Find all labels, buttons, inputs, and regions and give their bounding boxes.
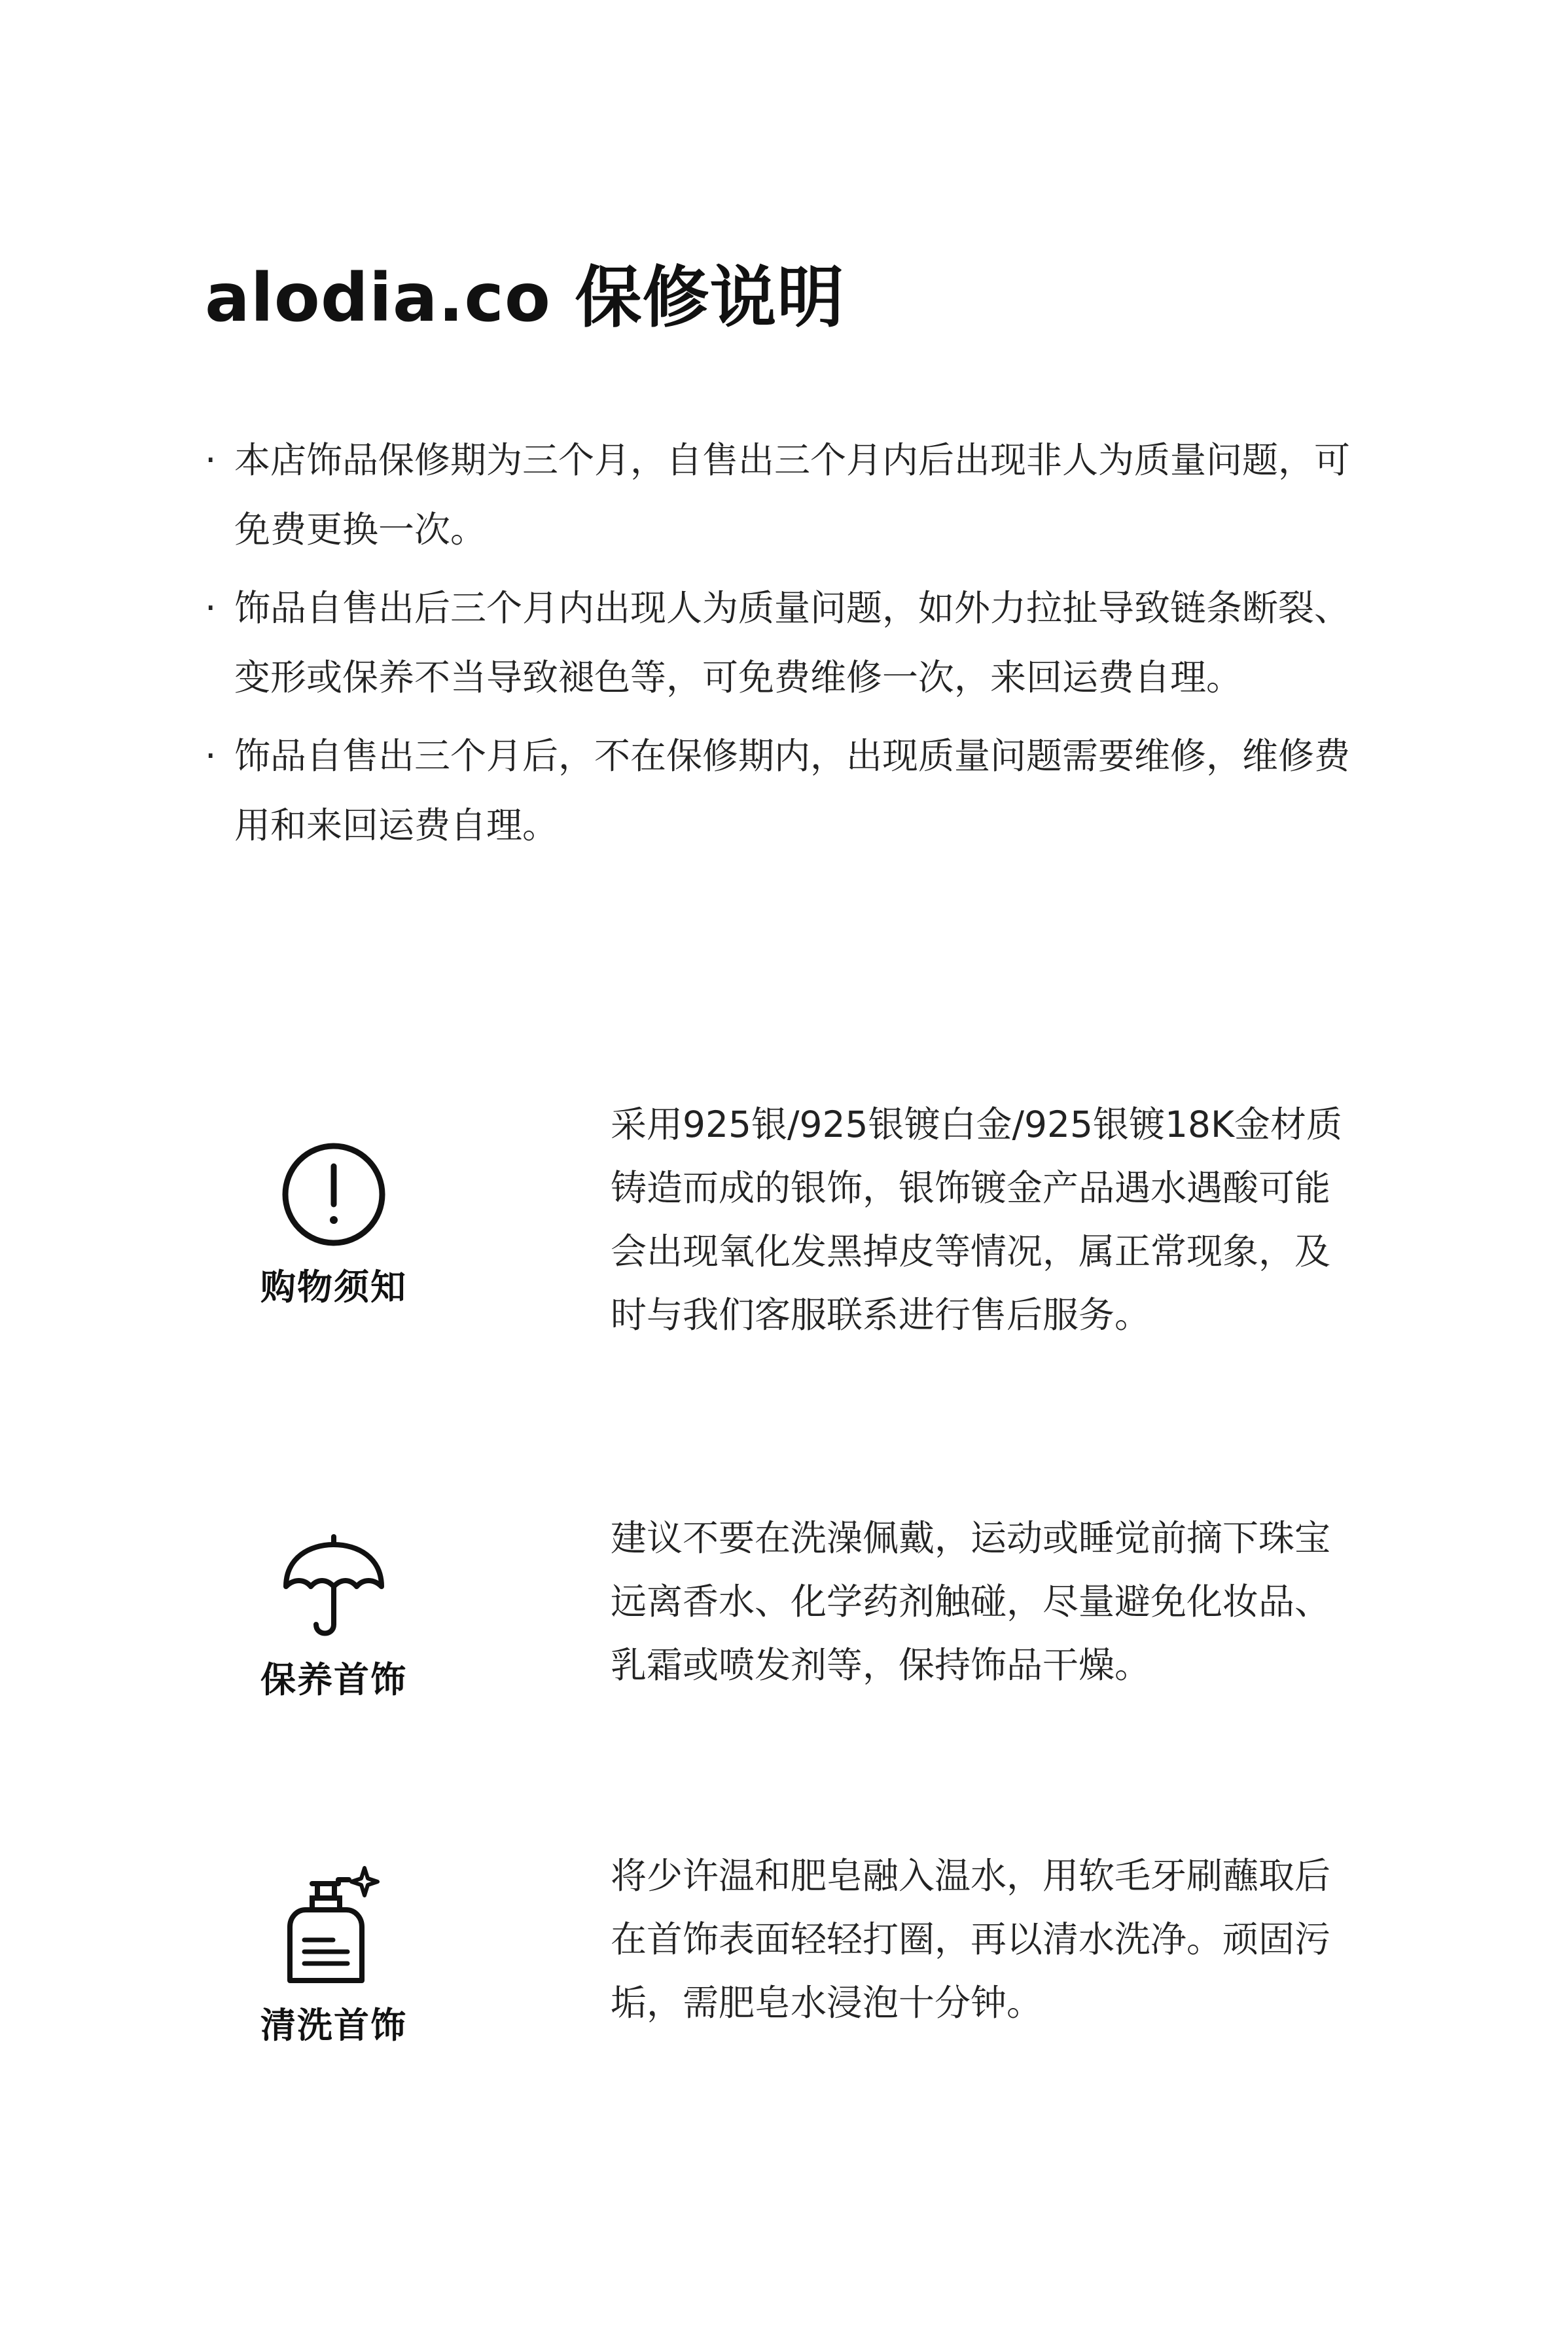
soap-bottle-icon	[278, 1864, 389, 1988]
bullet-dot: ·	[205, 587, 217, 629]
sparkle-icon	[351, 1868, 378, 1895]
policy-item	[205, 573, 1383, 712]
section-icon-column	[229, 1139, 438, 1310]
policy-item-text: 本店饰品保修期为三个月，自售出三个月内后出现非人为质量问题，可免费更换一次。	[234, 439, 1351, 550]
policy-item-text: 饰品自售出三个月后，不在保修期内，出现质量问题需要维修，维修费用和来回运费自理。	[234, 735, 1351, 846]
bullet-dot: ·	[205, 735, 217, 777]
section-label: 购物须知	[260, 1266, 407, 1308]
exclamation-circle-icon	[278, 1139, 389, 1250]
page-title: alodia.co 保修说明	[205, 259, 845, 337]
bullet-dot: ·	[205, 439, 217, 481]
umbrella-icon	[278, 1532, 389, 1643]
section-text: 将少许温和肥皂融入温水，用软毛牙刷蘸取后在首饰表面轻轻打圈，再以清水洗净。顽固污垢，需肥皂水浸泡十分钟。	[611, 1855, 1331, 2024]
section-text: 建议不要在洗澡佩戴，运动或睡觉前摘下珠宝远离香水、化学药剂触碰，尽量避免化妆品、乳霜或喷发剂等，保持饰品干燥。	[611, 1517, 1331, 1686]
policy-item	[205, 721, 1383, 860]
policy-item-text: 饰品自售出后三个月内出现人为质量问题，如外力拉扯导致链条断裂、变形或保养不当导致褪色等，可免费维修一次，来回运费自理。	[234, 587, 1351, 698]
policy-item	[205, 425, 1383, 564]
section-text: 采用925银/925银镀白金/925银镀18K金材质铸造而成的银饰，银饰镀金产品遇水遇酸可能会出现氧化发黑掉皮等情况，属正常现象，及时与我们客服联系进行售后服务。	[611, 1103, 1343, 1336]
warranty-policy-list	[205, 425, 1383, 869]
section-label: 保养首饰	[260, 1659, 407, 1700]
section-icon-column	[229, 1864, 438, 2048]
section-icon-column	[229, 1532, 438, 1702]
section-label: 清洗首饰	[260, 2005, 407, 2046]
